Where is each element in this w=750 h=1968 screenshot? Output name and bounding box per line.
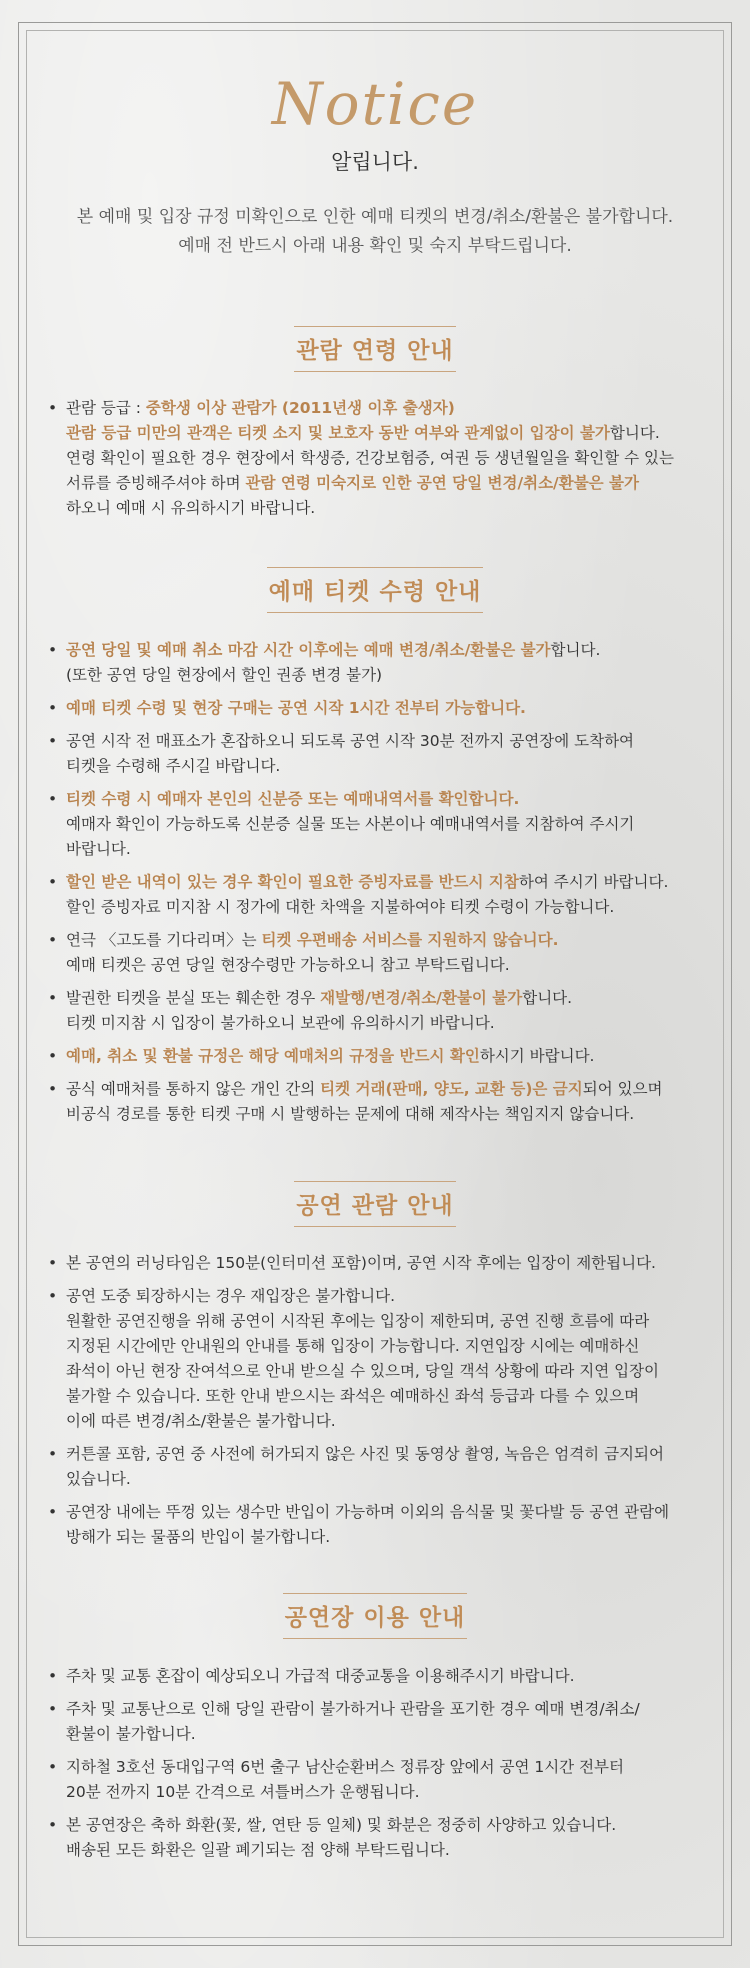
item-text: 좌석이 아닌 현장 잔여석으로 안내 받으실 수 있으며, 당일 객석 상황에 따라 지연 입장이: [66, 1362, 660, 1380]
item-text: 할인 증빙자료 미지참 시 정가에 대한 차액을 지불하여야 티켓 수령이 가능합니다.: [66, 898, 615, 916]
list-item: [48, 396, 708, 521]
intro-text: [0, 203, 750, 261]
list-item: [48, 1077, 708, 1127]
item-text: 합니다.: [522, 989, 573, 1007]
item-text: 공식 예매처를 통하지 않은 개인 간의: [66, 1080, 321, 1098]
item-text: 지정된 시간에만 안내원의 안내를 통해 입장이 가능합니다. 지연입장 시에는 예매하신: [66, 1337, 640, 1355]
item-text: 예매자 확인이 가능하도록 신분증 실물 또는 사본이나 예매내역서를 지참하여 주시기: [66, 815, 635, 833]
item-text: 되어 있으며: [582, 1080, 663, 1098]
item-highlight: 관람 등급 미만의 관객은 티켓 소지 및 보호자 동반 여부와 관계없이 입장이 불가: [66, 424, 610, 442]
item-text: 합니다.: [550, 641, 601, 659]
item-text: 원활한 공연진행을 위해 공연이 시작된 후에는 입장이 제한되며, 공연 진행 흐름에 따라: [66, 1312, 650, 1330]
item-highlight: 티켓 우편배송 서비스를 지원하지 않습니다.: [261, 931, 559, 949]
item-highlight: 예매, 취소 및 환불 규정은 해당 예매처의 규정을 반드시 확인: [66, 1047, 480, 1065]
item-text: 환불이 불가합니다.: [66, 1725, 196, 1743]
item-text: 서류를 증빙해주셔야 하며: [66, 474, 246, 492]
section-title-text: 공연 관람 안내: [294, 1181, 455, 1227]
item-text: 방해가 되는 물품의 반입이 불가합니다.: [66, 1528, 331, 1546]
section-title-text: 예매 티켓 수령 안내: [267, 567, 484, 613]
section-title-text: 공연장 이용 안내: [283, 1593, 468, 1639]
list-item: [48, 729, 708, 779]
item-text: 예매 티켓은 공연 당일 현장수령만 가능하오니 참고 부탁드립니다.: [66, 956, 510, 974]
item-text: 연극 〈고도를 기다리며〉는: [66, 931, 262, 949]
list-item: [48, 696, 708, 721]
section-title-age: [0, 326, 750, 372]
notice-subtitle: 알립니다.: [331, 150, 419, 174]
section-viewing: [48, 1251, 708, 1558]
item-highlight: 재발행/변경/취소/환불이 불가: [320, 989, 523, 1007]
section-age: [48, 396, 708, 529]
section-title-text: 관람 연령 안내: [294, 326, 455, 372]
item-text: 배송된 모든 화환은 일괄 폐기되는 점 양해 부탁드립니다.: [66, 1841, 450, 1859]
list-item: [48, 1442, 708, 1492]
section-title-viewing: [0, 1181, 750, 1227]
item-text: 관람 등급 :: [66, 399, 146, 417]
list-item: [48, 1755, 708, 1805]
list-item: [48, 1251, 708, 1276]
list-item: [48, 1500, 708, 1550]
section-title-ticket: [0, 567, 750, 613]
list-item: [48, 1664, 708, 1689]
item-text: • 지하철 3호선 동대입구역 6번 출구 남산순환버스 정류장 앞에서 공연 1시간 전부터: [66, 1758, 624, 1776]
item-text: (또한 공연 당일 현장에서 할인 권종 변경 불가): [66, 666, 383, 684]
item-highlight: 관람 연령 미숙지로 인한 공연 당일 변경/취소/환불은 불가: [245, 474, 639, 492]
item-text: 불가할 수 있습니다. 또한 안내 받으시는 좌석은 예매하신 좌석 등급과 다를 수 있으며: [66, 1387, 640, 1405]
list-item: [48, 986, 708, 1036]
list-item: [48, 870, 708, 920]
section-ticket: [48, 638, 708, 1135]
notice-script-title: Notice: [271, 70, 479, 138]
item-text: 바랍니다.: [66, 840, 131, 858]
section-venue: [48, 1664, 708, 1871]
list-item: [48, 1044, 708, 1069]
section-title-venue: [0, 1593, 750, 1639]
item-text: • 본 공연장은 축하 화환(꽃, 쌀, 연탄 등 일체) 및 화분은 정중히 사양하고 있습니다.: [66, 1816, 617, 1834]
item-text: 20분 전까지 10분 간격으로 셔틀버스가 운행됩니다.: [66, 1783, 420, 1801]
item-text: 티켓 미지참 시 입장이 불가하오니 보관에 유의하시기 바랍니다.: [66, 1014, 495, 1032]
item-text: 연령 확인이 필요한 경우 현장에서 학생증, 건강보험증, 여권 등 생년월일을 확인할 수 있는: [66, 449, 675, 467]
item-highlight: • 티켓 수령 시 예매자 본인의 신분증 또는 예매내역서를 확인합니다.: [66, 790, 520, 808]
item-text: 발권한 티켓을 분실 또는 훼손한 경우: [66, 989, 321, 1007]
list-item: [48, 928, 708, 978]
item-text: 티켓을 수령해 주시길 바랍니다.: [66, 757, 281, 775]
item-highlight: 할인 받은 내역이 있는 경우 확인이 필요한 증빙자료를 반드시 지참: [66, 873, 519, 891]
list-item: [48, 1813, 708, 1863]
item-highlight: 공연 당일 및 예매 취소 마감 시간 이후에는 예매 변경/취소/환불은 불가: [66, 641, 551, 659]
item-text: • 공연 도중 퇴장하시는 경우 재입장은 불가합니다.: [66, 1287, 396, 1305]
list-item: [48, 1284, 708, 1434]
item-highlight: 티켓 거래(판매, 양도, 교환 등)은 금지: [320, 1080, 583, 1098]
item-text: 이에 따른 변경/취소/환불은 불가합니다.: [66, 1412, 336, 1430]
item-text: 있습니다.: [66, 1470, 131, 1488]
intro-line: 본 예매 및 입장 규정 미확인으로 인한 예매 티켓의 변경/취소/환불은 불가합니다.: [76, 207, 674, 227]
item-highlight: 중학생 이상 관람가 (2011년생 이후 출생자): [145, 399, 455, 417]
intro-line: 예매 전 반드시 아래 내용 확인 및 숙지 부탁드립니다.: [178, 236, 572, 256]
list-item: [48, 1697, 708, 1747]
item-text: 합니다.: [609, 424, 660, 442]
item-text: • 주차 및 교통 혼잡이 예상되오니 가급적 대중교통을 이용해주시기 바랍니다.: [66, 1667, 575, 1685]
item-text: • 주차 및 교통난으로 인해 당일 관람이 불가하거나 관람을 포기한 경우 예매 변경/취소/: [66, 1700, 640, 1718]
item-text: 하여 주시기 바랍니다.: [518, 873, 669, 891]
item-text: 하시기 바랍니다.: [479, 1047, 595, 1065]
list-item: [48, 638, 708, 688]
item-text: • 공연장 내에는 뚜껑 있는 생수만 반입이 가능하며 이외의 음식물 및 꽃다발 등 공연 관람에: [66, 1503, 670, 1521]
item-text: • 커튼콜 포함, 공연 중 사전에 허가되지 않은 사진 및 동영상 촬영, 녹음은 엄격히 금지되어: [66, 1445, 664, 1463]
item-text: 하오니 예매 시 유의하시기 바랍니다.: [66, 499, 316, 517]
list-item: [48, 787, 708, 862]
item-text: 비공식 경로를 통한 티켓 구매 시 발행하는 문제에 대해 제작사는 책임지지 않습니다.: [66, 1105, 635, 1123]
item-text: • 공연 시작 전 매표소가 혼잡하오니 되도록 공연 시작 30분 전까지 공연장에 도착하여: [66, 732, 635, 750]
item-highlight: • 예매 티켓 수령 및 현장 구매는 공연 시작 1시간 전부터 가능합니다.: [66, 699, 526, 717]
item-text: • 본 공연의 러닝타임은 150분(인터미션 포함)이며, 공연 시작 후에는 입장이 제한됩니다.: [66, 1254, 656, 1272]
